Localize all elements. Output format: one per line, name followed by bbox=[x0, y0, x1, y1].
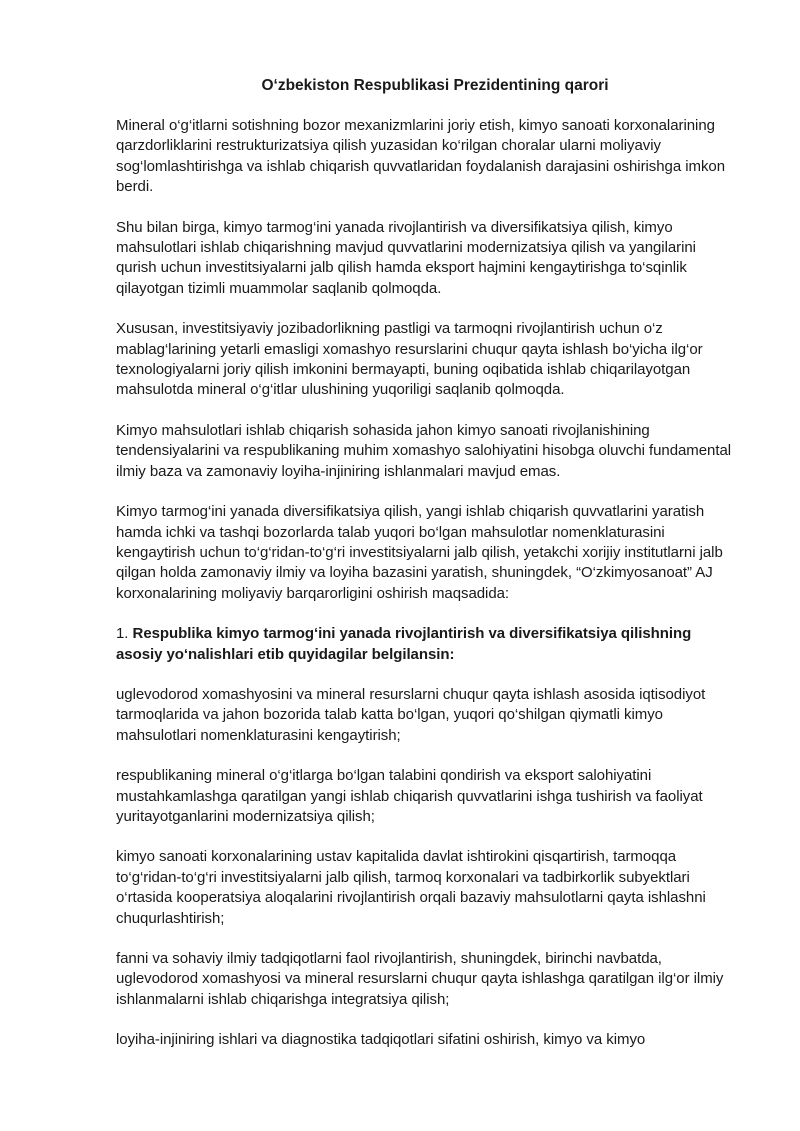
paragraph-systemic-problems: Shu bilan birga, kimyo tarmog‘ini yanada rivojlantirish va diversifikatsiya qilish, kimyo mahsulotlari ishlab chiqarishning mavjud quvvatlarini modernizatsiya qilish va yangilarini qurish uchun investitsiyalarni jalb qilish hamda eksport hajmini kengaytirishga to‘sqinlik qilayotgan tizimli muammolar saqlanib qolmoqda. bbox=[116, 218, 696, 297]
direction-expand-nomenclature: uglevodorod xomashyosini va mineral resurslarni chuqur qayta ishlash asosida iqtisodiyot tarmoqlarida va jahon bozorida talab katta bo‘lgan, yuqori qo‘shilgan qiymatli kimyo mahsulotlari nomenklaturasini kengaytirish; bbox=[116, 685, 706, 744]
document-title: O‘zbekiston Respublikasi Prezidentining qarori bbox=[261, 77, 609, 94]
direction-new-capacities: respublikaning mineral o‘g‘itlarga bo‘lgan talabini qondirish va eksport salohiyatini mustahkamlashga qaratilgan yangi ishlab chiqarish quvvatlarini ishga tushirish va faoliyat yuritayotganlarini modernizatsiya qilish; bbox=[116, 767, 703, 825]
direction-reduce-state-share: kimyo sanoati korxonalarining ustav kapitalida davlat ishtirokini qisqartirish, tarmoqqa to‘g‘ridan-to‘g‘ri investitsiyalarni jalb qilish, tarmoq korxonalari va tadbirkorlik subyektlari o‘rtasida kooperatsiya aloqalarini rivojlantirish orqali bazaviy mahsulotlarni qayta ishlashni chuqurlashtirish; bbox=[116, 848, 706, 927]
item-1-text: Respublika kimyo tarmog‘ini yanada rivojlantirish va diversifikatsiya qilishning asosiy yo‘nalishlari etib quyidagilar belgilansin: bbox=[116, 625, 692, 663]
item-1-number: 1. bbox=[116, 625, 129, 643]
paragraph-scientific-base: Kimyo mahsulotlari ishlab chiqarish sohasida jahon kimyo sanoati rivojlanishining tendensiyalarini va respublikaning muhim xomashyo salohiyatini hisobga oluvchi fundamental ilmiy baza va zamonaviy loyiha-injiniring ishlanmalari mavjud emas. bbox=[116, 421, 732, 480]
paragraph-purpose: Kimyo tarmog‘ini yanada diversifikatsiya qilish, yangi ishlab chiqarish quvvatlarini yaratish hamda ichki va tashqi bozorlarda talab yuqori bo‘lgan mahsulotlar nomenklaturasini kengaytirish uchun to‘g‘ridan-to‘g‘ri investitsiyalarni jalb qilish, yetakchi xorijiy institutlarni jalb qilgan holda zamonaviy ilmiy va loyiha bazasini yaratish, shuningdek, “O‘zkimyosanoat” AJ korxonalarining moliyaviy barqarorligini oshirish maqsadida: bbox=[116, 503, 723, 602]
direction-science-development: fanni va sohaviy ilmiy tadqiqotlarni faol rivojlantirish, shuningdek, birinchi navbatda, uglevodorod xomashyosi va mineral resurslarni chuqur qayta ishlashga qaratilgan ilg‘or ilmiy ishlanmalarni ishlab chiqarishga integratsiya qilish; bbox=[116, 950, 724, 1008]
paragraph-investment-attractiveness: Xususan, investitsiyaviy jozibadorlikning pastligi va tarmoqni rivojlantirish uchun o‘z mablag‘larining yetarli emasligi xomashyo resurslarini chuqur qayta ishlash bo‘yicha ilg‘or texnologiyalarni joriy qilish imkonini bermayapti, buning oqibatida ishlab chiqarilayotgan mahsulotda mineral o‘g‘itlar ulushining yuqoriligi saqlanib qolmoqda. bbox=[116, 320, 703, 399]
paragraph-market-mechanisms: Mineral o‘g‘itlarni sotishning bozor mexanizmlarini joriy etish, kimyo sanoati korxonalarining qarzdorliklarini restrukturizatsiya qilish yuzasidan ko‘rilgan choralar ularni moliyaviy sog‘lomlashtirishga va ishlab chiqarish quvvatlaridan foydalanish darajasini oshirishga imkon berdi. bbox=[116, 117, 726, 196]
direction-engineering-quality: loyiha-injiniring ishlari va diagnostika tadqiqotlari sifatini oshirish, kimyo va kimyo bbox=[116, 1031, 646, 1049]
item-1-heading bbox=[116, 624, 738, 665]
